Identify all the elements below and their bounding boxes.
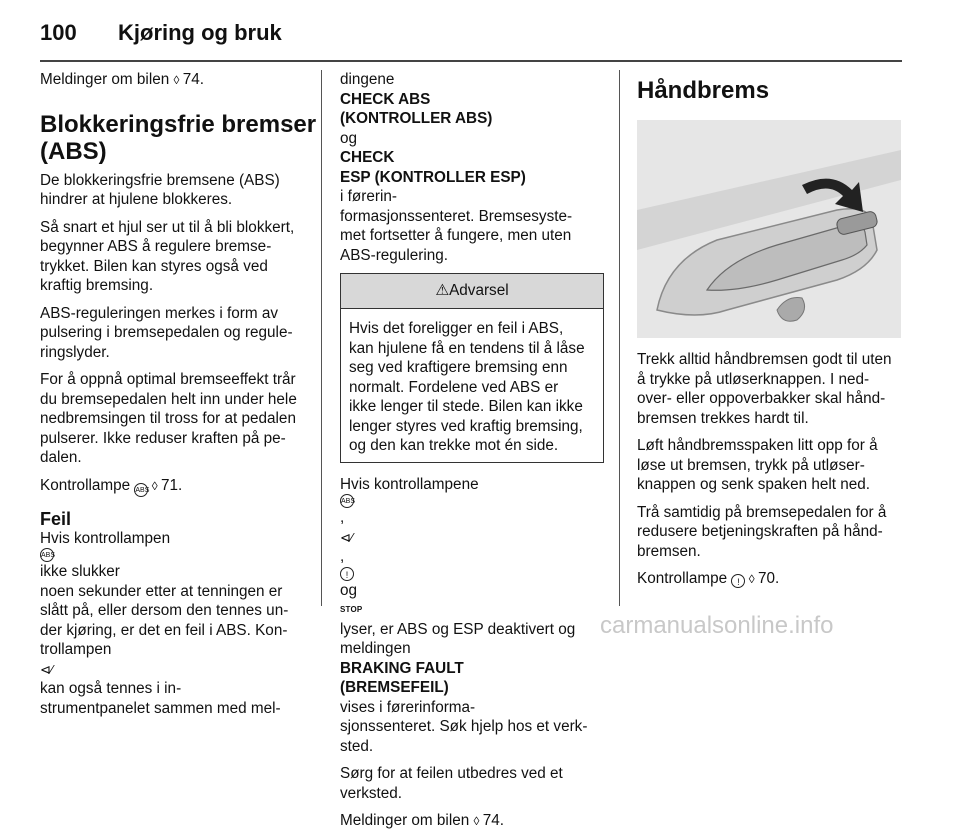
handbrake-heading: Håndbrems (637, 77, 770, 104)
page-header (40, 16, 902, 62)
handbrake-illustration (637, 120, 901, 338)
abs-para-4: For å oppnå optimal bremseeffekt trår du bremsepedalen helt inn under hele nedbremsingen til tross for at pedalen pulserer. Ikke reduser kraften på pe- dalen. (40, 371, 297, 466)
abs-para-1: De blokkeringsfrie bremsene (ABS) hindrer at hjulene blokkeres. (40, 171, 280, 208)
abs-lamp-line: Kontrollampe ABS ◊ 71. (40, 476, 306, 497)
feil-para: Hvis kontrollampen ABS ikke slukker noen sekunder etter at tenningen er slått på, eller dersom den tennes un- der kjøring, er det en feil i ABS. Kon- trollampen ⊲⁄ kan også tennes i in- strumentpanelet sammen med mel- (40, 529, 306, 719)
page-ref[interactable]: 74. (182, 71, 205, 88)
page-number: 100 (40, 20, 77, 45)
abs-heading: Blokkeringsfrie bremser (ABS) (40, 110, 317, 165)
warning-header (341, 274, 603, 309)
handbrake-lamp-line: Kontrollampe ! ◊ 70. (637, 570, 780, 587)
abs-lamp-icon: ABS (134, 483, 148, 497)
sorg-para: Sørg for at feilen utbedres ved et verksted. (340, 765, 563, 802)
page-ref[interactable]: 71. (161, 476, 183, 494)
column-abs-cont (340, 70, 604, 840)
brake-lamp-icon: ! (340, 567, 354, 581)
chapter-title: Kjøring og bruk (118, 20, 282, 45)
watermark: carmanualsonline.info (600, 612, 834, 639)
handbrake-lever-image (637, 120, 901, 338)
page-ref[interactable]: 70. (758, 570, 780, 587)
esp-lamp-icon: ⊲⁄ (40, 661, 54, 677)
abs-para-2: Så snart et hjul ser ut til å bli blokkert, begynner ABS å regulere bremse- trykket. Bilen kan styres også ved kraftig bremsing. (40, 218, 295, 294)
brake-lamp-icon: ! (731, 574, 745, 588)
handbrake-para-3: Trå samtidig på bremsepedalen for å redusere betjeningskraften på hånd- bremsen. (637, 503, 887, 560)
handbrake-para-2: Løft håndbremsspaken litt opp for å løse ut bremsen, trykk på utløser- knappen og senk spaken helt ned. (637, 437, 878, 493)
abs-cont-para: dingene CHECK ABS (KONTROLLER ABS) og CHECK ESP (KONTROLLER ESP) i førerin- formasjonssenteret. Bremsesyste- met fortsetter å fungere, men uten ABS-regulering. (340, 71, 573, 264)
page-ref-icon: ◊ (745, 572, 758, 586)
column-abs (40, 70, 317, 718)
warning-title: Advarsel (449, 282, 509, 299)
handbrake-para-1: Trekk alltid håndbremsen godt til uten å trykke på utløserknappen. I ned- over- eller oppoverbakker skal hånd- bremsen trekkes hardt til. (637, 351, 892, 427)
abs-lamp-icon: ABS (40, 548, 54, 562)
feil-heading: Feil (40, 508, 72, 529)
abs-para-3: ABS-reguleringen merkes i form av pulsering i bremsepedalen og regule- ringslyder. (40, 304, 293, 361)
page-ref-icon: ◊ (173, 73, 183, 87)
lamps-para: Hvis kontrollampene ABS , ⊲⁄ , ! og STOP lyser, er ABS og ESP deaktivert og meldingen BRAKING FAULT (BREMSEFEIL) vises i førerinforma- sjonssenteret. Søk hjelp hos et verk- sted. (340, 475, 604, 757)
stop-icon: STOP (340, 605, 363, 614)
warning-triangle-icon: ⚠ (435, 282, 450, 299)
abs-lamp-icon: ABS (340, 494, 354, 508)
column-divider (619, 70, 620, 606)
column-handbrake (637, 70, 903, 598)
esp-lamp-icon: ⊲⁄ (340, 529, 354, 545)
page-ref[interactable]: 74. (482, 812, 505, 829)
column-divider (321, 70, 322, 606)
warning-box (340, 273, 604, 463)
intro-text: Meldinger om bilen (40, 71, 174, 88)
warning-body: Hvis det foreligger en feil i ABS, kan hjulene få en tendens til å låse seg ved kraftigere bremsing enn normalt. Fordelene ved ABS er ikke lenger til stede. Bilen kan ikke lenger styres ved kraftig bremsing, og den kan trekke mot én side. (349, 320, 585, 454)
page-ref-icon: ◊ (148, 478, 161, 493)
outro-line: Meldinger om bilen ◊ 74. (340, 812, 505, 829)
page-ref-icon: ◊ (473, 814, 483, 828)
